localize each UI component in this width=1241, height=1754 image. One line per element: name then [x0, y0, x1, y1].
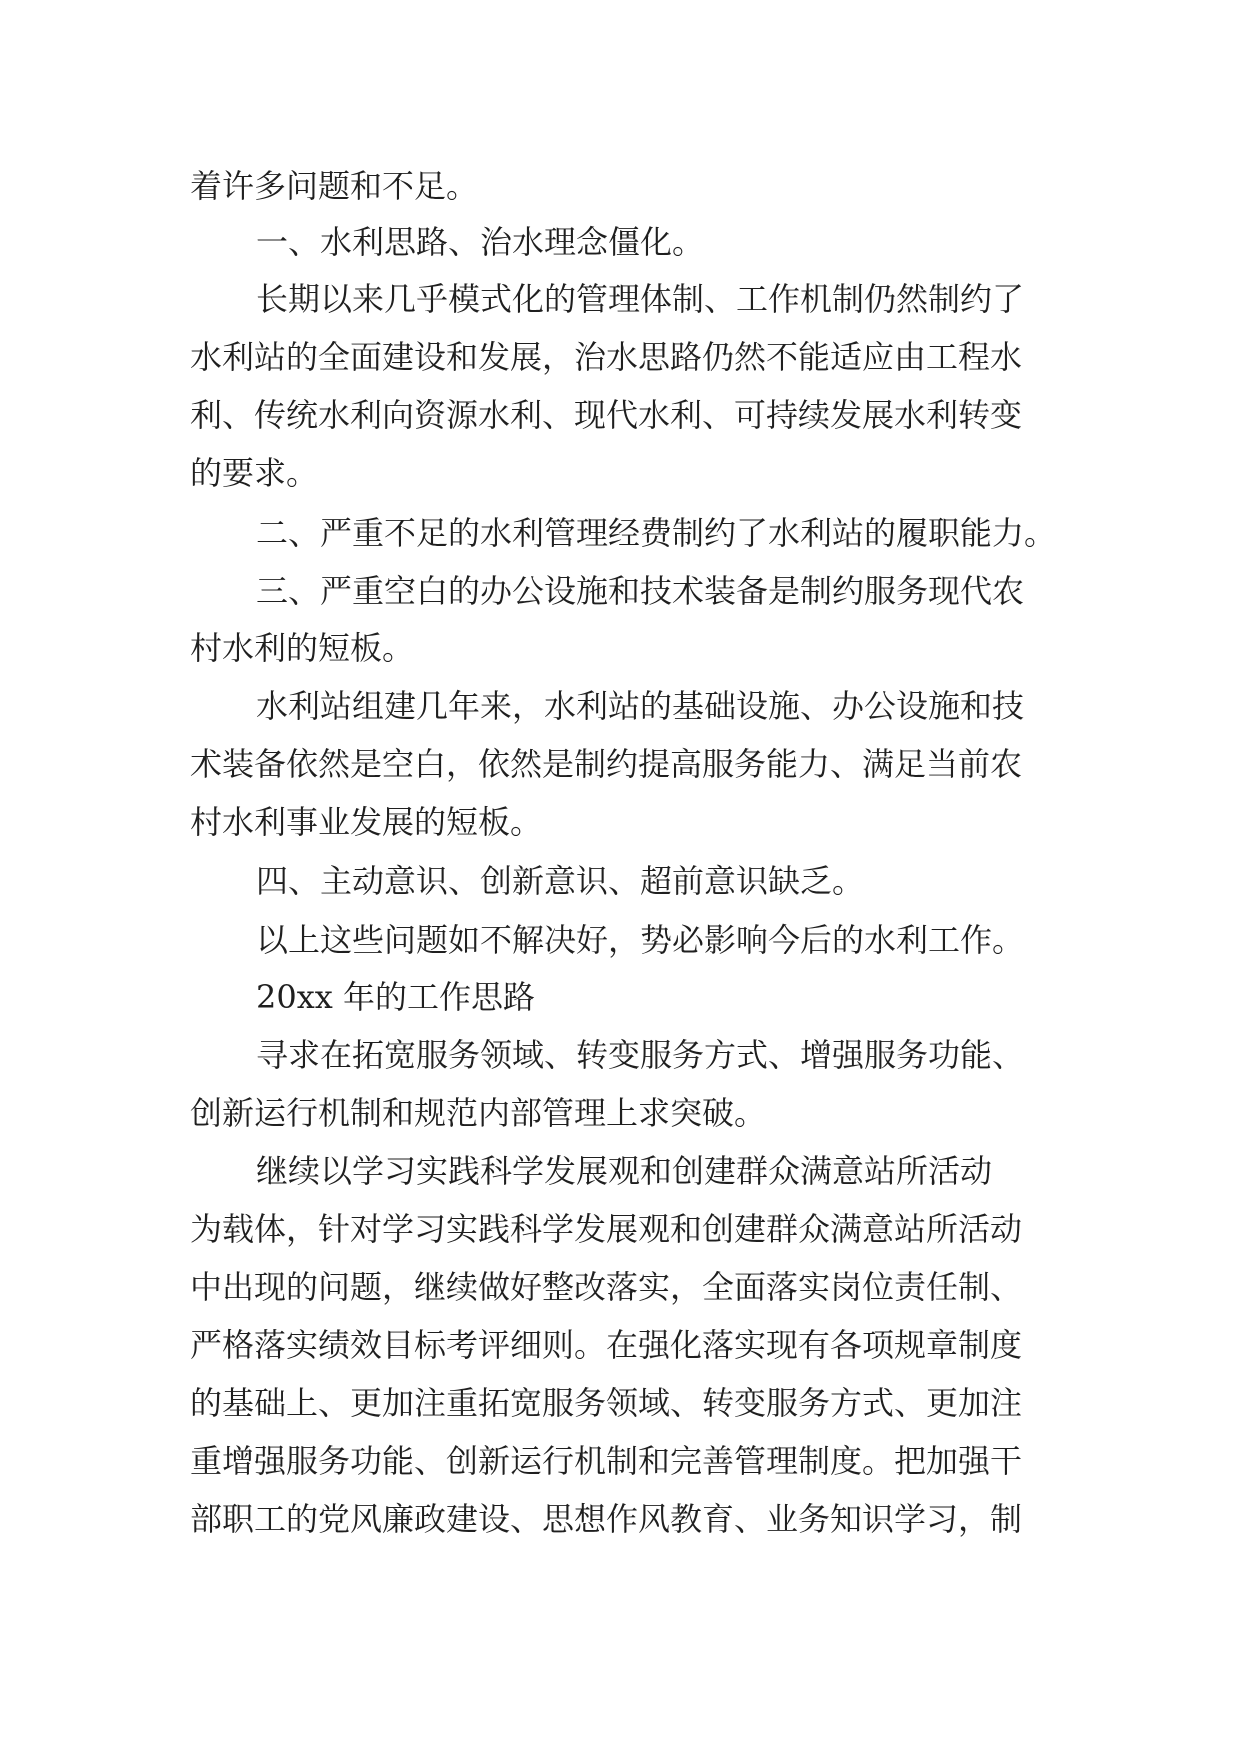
paragraph-line: 部职工的党风廉政建设、思想作风教育、业务知识学习，制: [190, 1500, 1023, 1538]
paragraph-line: 创新运行机制和规范内部管理上求突破。: [190, 1094, 767, 1132]
paragraph-line: 严格落实绩效目标考评细则。在强化落实现有各项规章制度: [190, 1326, 1023, 1364]
paragraph-line: 水利站的全面建设和发展，治水思路仍然不能适应由工程水: [190, 338, 1023, 376]
paragraph-line: 长期以来几乎模式化的管理体制、工作机制仍然制约了: [256, 280, 1025, 318]
section-heading: 四、主动意识、创新意识、超前意识缺乏。: [256, 862, 865, 900]
paragraph-line: 着许多问题和不足。: [190, 167, 479, 205]
paragraph-line: 的基础上、更加注重拓宽服务领域、转变服务方式、更加注: [190, 1384, 1023, 1422]
section-heading: 二、严重不足的水利管理经费制约了水利站的履职能力。: [256, 514, 1057, 552]
paragraph-line: 中出现的问题，继续做好整改落实，全面落实岗位责任制、: [190, 1268, 1023, 1306]
paragraph-line: 村水利事业发展的短板。: [190, 803, 543, 841]
paragraph-line: 的要求。: [190, 454, 319, 492]
paragraph-line: 术装备依然是空白，依然是制约提高服务能力、满足当前农: [190, 745, 1023, 783]
paragraph-line: 水利站组建几年来，水利站的基础设施、办公设施和技: [256, 687, 1025, 725]
section-heading: 20xx 年的工作思路: [256, 978, 535, 1016]
paragraph-line: 重增强服务功能、创新运行机制和完善管理制度。把加强干: [190, 1442, 1023, 1480]
section-heading: 三、严重空白的办公设施和技术装备是制约服务现代农: [256, 572, 1025, 610]
paragraph-line: 利、传统水利向资源水利、现代水利、可持续发展水利转变: [190, 396, 1023, 434]
paragraph-line: 为载体，针对学习实践科学发展观和创建群众满意站所活动: [190, 1210, 1023, 1248]
paragraph-line: 以上这些问题如不解决好，势必影响今后的水利工作。: [256, 921, 1025, 959]
paragraph-line: 继续以学习实践科学发展观和创建群众满意站所活动: [256, 1152, 993, 1190]
paragraph-line: 寻求在拓宽服务领域、转变服务方式、增强服务功能、: [256, 1036, 1025, 1074]
section-heading: 一、水利思路、治水理念僵化。: [256, 223, 705, 261]
paragraph-line: 村水利的短板。: [190, 629, 415, 667]
